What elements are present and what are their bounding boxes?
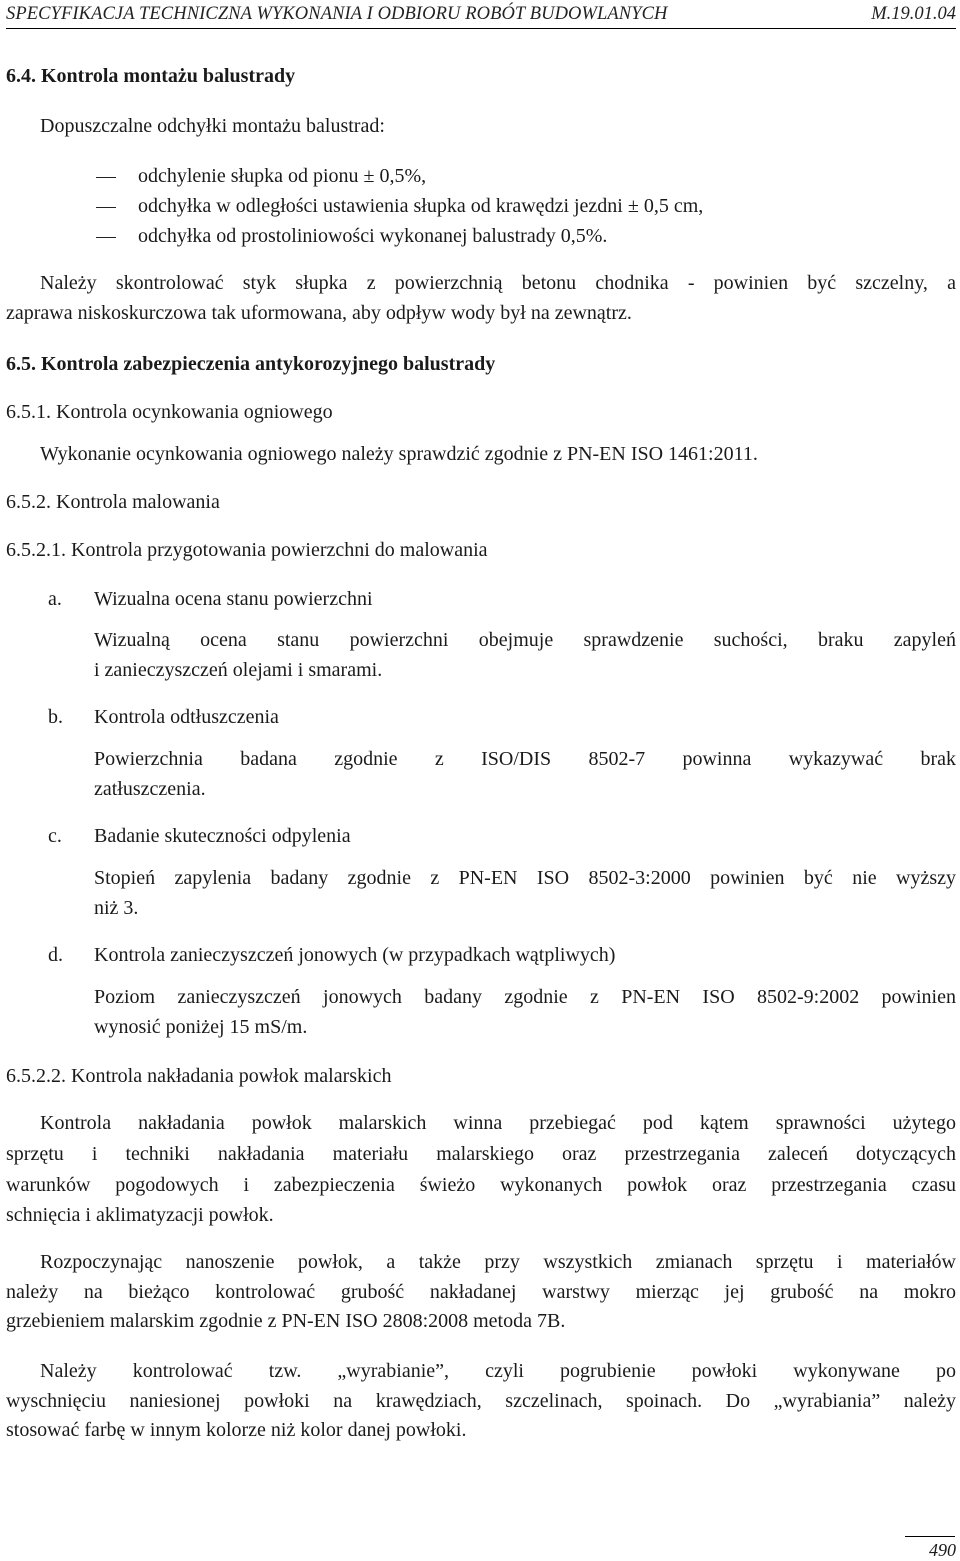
list-item-text: niż 3. xyxy=(94,897,139,919)
list-item: odchylenie słupka od pionu ± 0,5%, xyxy=(138,165,427,187)
footer-rule xyxy=(905,1536,955,1537)
list-item-text: Stopień zapylenia badany zgodnie z PN-EN ISO 8502-3:2000 powinien być nie wyższy xyxy=(94,867,956,889)
paragraph-line: Należy kontrolować tzw. „wyrabianie”, czyli pogrubienie powłoki wykonywane po xyxy=(40,1360,956,1382)
list-item-title: Kontrola zanieczyszczeń jonowych (w przypadkach wątpliwych) xyxy=(94,944,616,966)
list-letter: d. xyxy=(48,944,63,966)
paragraph-line: sprzętu i techniki nakładania materiału malarskiego oraz przestrzegania zaleceń dotyczących xyxy=(6,1143,956,1165)
section-heading-6-4: 6.4. Kontrola montażu balustrady xyxy=(6,65,296,87)
subsection-heading-6-5-2-2: 6.5.2.2. Kontrola nakładania powłok malarskich xyxy=(6,1065,392,1087)
document-title: SPECYFIKACJA TECHNICZNA WYKONANIA I ODBIORU ROBÓT BUDOWLANYCH xyxy=(6,4,668,24)
list-item: odchyłka w odległości ustawienia słupka od krawędzi jezdni ± 0,5 cm, xyxy=(138,195,704,217)
document-code: M.19.01.04 xyxy=(871,4,956,24)
paragraph-line: zaprawa niskoskurczowa tak uformowana, aby odpływ wody był na zewnątrz. xyxy=(6,302,632,324)
list-item-text: Poziom zanieczyszczeń jonowych badany zgodnie z PN-EN ISO 8502-9:2002 powinien xyxy=(94,986,956,1008)
list-item-title: Badanie skuteczności odpylenia xyxy=(94,825,351,847)
list-letter: b. xyxy=(48,706,63,728)
list-item-title: Wizualna ocena stanu powierzchni xyxy=(94,588,373,610)
paragraph-line: warunków pogodowych i zabezpieczenia świeżo wykonanych powłok oraz przestrzegania czasu xyxy=(6,1174,956,1196)
subsection-heading-6-5-2: 6.5.2. Kontrola malowania xyxy=(6,491,220,513)
paragraph-text: Wykonanie ocynkowania ogniowego należy sprawdzić zgodnie z PN-EN ISO 1461:2011. xyxy=(40,443,758,465)
paragraph-line: należy na bieżąco kontrolować grubość nakładanej warstwy mierząc jej grubość na mokro xyxy=(6,1281,956,1303)
paragraph-line: Należy skontrolować styk słupka z powierzchnią betonu chodnika - powinien być szczelny, a xyxy=(40,272,956,294)
list-item-text: i zanieczyszczeń olejami i smarami. xyxy=(94,659,383,681)
list-letter: c. xyxy=(48,825,62,847)
paragraph-line: Rozpoczynając nanoszenie powłok, a także przy wszystkich zmianach sprzętu i materiałów xyxy=(40,1251,956,1273)
list-item-title: Kontrola odtłuszczenia xyxy=(94,706,279,728)
dash-bullet xyxy=(96,237,116,238)
paragraph-line: wyschnięciu naniesionej powłoki na krawędziach, szczelinach, spoinach. Do „wyrabiania” należy xyxy=(6,1390,956,1412)
subsection-heading-6-5-1: 6.5.1. Kontrola ocynkowania ogniowego xyxy=(6,401,333,423)
list-letter: a. xyxy=(48,588,62,610)
paragraph-line: schnięcia i aklimatyzacji powłok. xyxy=(6,1204,274,1226)
list-item-text: zatłuszczenia. xyxy=(94,778,206,800)
list-item: odchyłka od prostoliniowości wykonanej balustrady 0,5%. xyxy=(138,225,608,247)
intro-text: Dopuszczalne odchyłki montażu balustrad: xyxy=(40,115,385,137)
paragraph-line: Kontrola nakładania powłok malarskich winna przebiegać pod kątem sprawności użytego xyxy=(40,1112,956,1134)
list-item-text: Powierzchnia badana zgodnie z ISO/DIS 8502-7 powinna wykazywać brak xyxy=(94,748,956,770)
paragraph-line: grzebieniem malarskim zgodnie z PN-EN ISO 2808:2008 metoda 7B. xyxy=(6,1310,566,1332)
page-header xyxy=(6,2,956,29)
list-item-text: wynosić poniżej 15 mS/m. xyxy=(94,1016,308,1038)
dash-bullet xyxy=(96,207,116,208)
dash-bullet xyxy=(96,177,116,178)
page-number: 490 xyxy=(929,1540,956,1560)
section-heading-6-5: 6.5. Kontrola zabezpieczenia antykorozyjnego balustrady xyxy=(6,353,496,375)
subsection-heading-6-5-2-1: 6.5.2.1. Kontrola przygotowania powierzchni do malowania xyxy=(6,539,488,561)
list-item-text: Wizualną ocena stanu powierzchni obejmuje sprawdzenie suchości, braku zapyleń xyxy=(94,629,956,651)
paragraph-line: stosować farbę w innym kolorze niż kolor danej powłoki. xyxy=(6,1419,467,1441)
